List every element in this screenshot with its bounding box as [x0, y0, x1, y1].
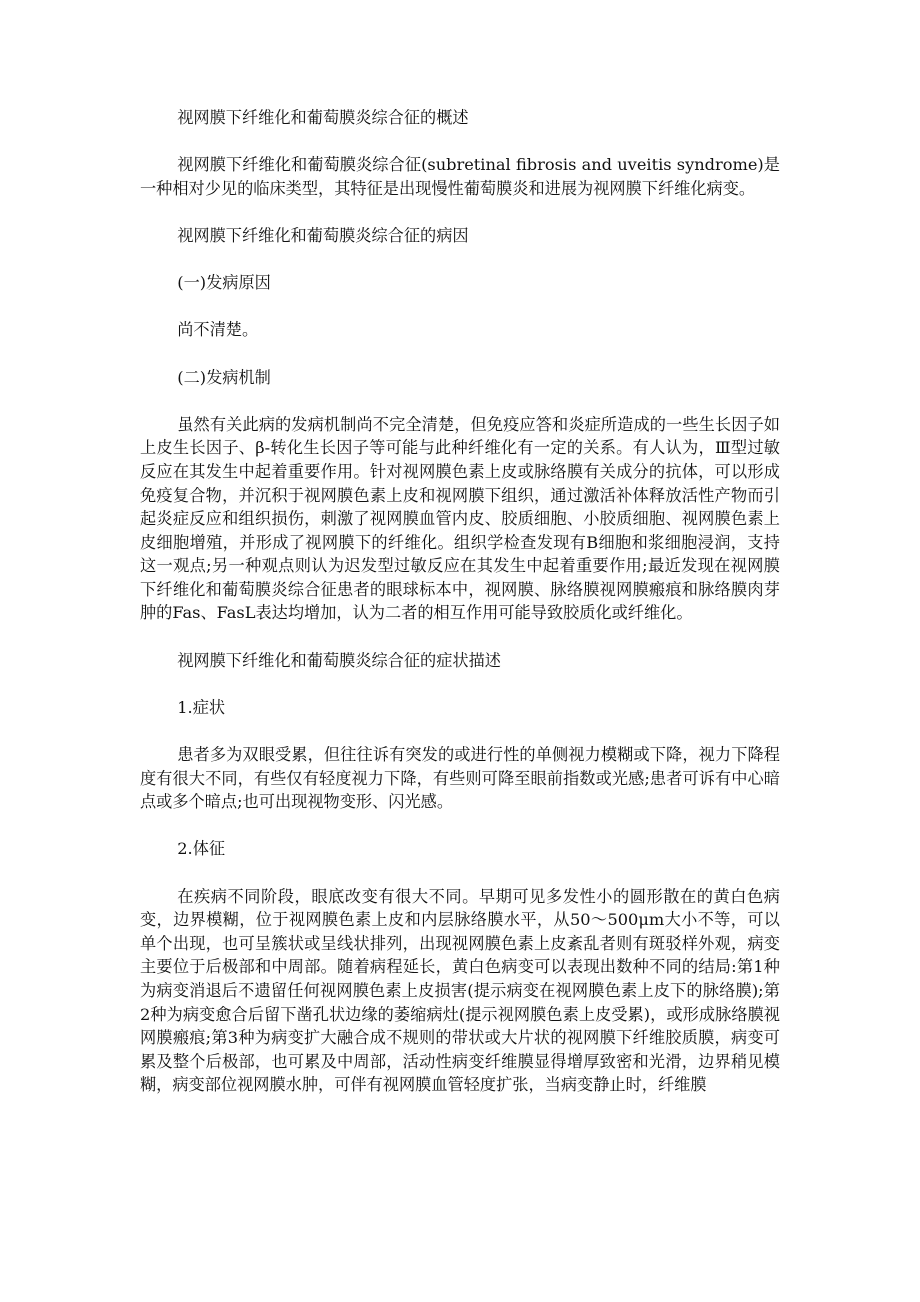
section-heading-overview: 视网膜下纤维化和葡萄膜炎综合征的概述 — [177, 108, 469, 127]
section-heading-symptoms: 视网膜下纤维化和葡萄膜炎综合征的症状描述 — [177, 650, 501, 670]
subheading-signs: 2.体征 — [177, 839, 226, 859]
paragraph-signs: 在疾病不同阶段，眼底改变有很大不同。早期可见多发性小的圆形散在的黄白色病变，边界模糊，位于视网膜色素上皮和内层脉络膜水平，从50～500μm大小不等，可以单个出现，也可呈簇状或呈线状排列，出现视网膜色素上皮紊乱者则有斑驳样外观，病变主要位于后极部和中周部。随着病程延长，黄白色病变可以表现出数种不同的结局:第1种为病变消退后不遗留任何视网膜色素上皮损害(提示病变在视网膜色素上皮下的脉络膜);第2种为病变愈合后留下凿孔状边缘的萎缩病灶(提示视网膜色素上皮受累)，或形成脉络膜视网膜瘢痕;第3种为病变扩大融合成不规则的带状或大片状的视网膜下纤维胶质膜，病变可累及整个后极部，也可累及中周部，活动性病变纤维膜显得增厚致密和光滑，边界稍见模糊，病变部位视网膜水肿，可伴有视网膜血管轻度扩张，当病变静止时，纤维膜 — [140, 886, 780, 1095]
paragraph-mechanism: 虽然有关此病的发病机制尚不完全清楚，但免疫应答和炎症所造成的一些生长因子如上皮生长因子、β-转化生长因子等可能与此种纤维化有一定的关系。有人认为，Ⅲ型过敏反应在其发生中起着重要作用。针对视网膜色素上皮或脉络膜有关成分的抗体，可以形成免疫复合物，并沉积于视网膜色素上皮和视网膜下组织，通过激活补体释放活性产物而引起炎症反应和组织损伤，刺激了视网膜血管内皮、胶质细胞、小胶质细胞、视网膜色素上皮细胞增殖，并形成了视网膜下的纤维化。组织学检查发现有B细胞和浆细胞浸润，支持这一观点;另一种观点则认为迟发型过敏反应在其发生中起着重要作用;最近发现在视网膜下纤维化和葡萄膜炎综合征患者的眼球标本中，视网膜、脉络膜视网膜瘢痕和脉络膜肉芽肿的Fas、FasL表达均增加，认为二者的相互作用可能导致胶质化或纤维化。 — [140, 414, 780, 623]
document-body — [140, 106, 780, 1121]
subheading-mechanism: (二)发病机制 — [177, 367, 271, 387]
paragraph-cause: 尚不清楚。 — [177, 320, 259, 340]
section-heading-etiology: 视网膜下纤维化和葡萄膜炎综合征的病因 — [177, 225, 469, 245]
paragraph-symptoms: 患者多为双眼受累，但往往诉有突发的或进行性的单侧视力模糊或下降，视力下降程度有很大不同，有些仅有轻度视力下降，有些则可降至眼前指数或光感;患者可诉有中心暗点或多个暗点;也可出现视物变形、闪光感。 — [140, 745, 780, 812]
paragraph-overview: 视网膜下纤维化和葡萄膜炎综合征(subretinal fibrosis and uveitis syndrome)是一种相对少见的临床类型，其特征是出现慢性葡萄膜炎和进展为视网膜下纤维化病变。 — [140, 155, 780, 198]
subheading-cause: (一)发病原因 — [177, 273, 271, 293]
subheading-symptoms: 1.症状 — [177, 697, 226, 717]
